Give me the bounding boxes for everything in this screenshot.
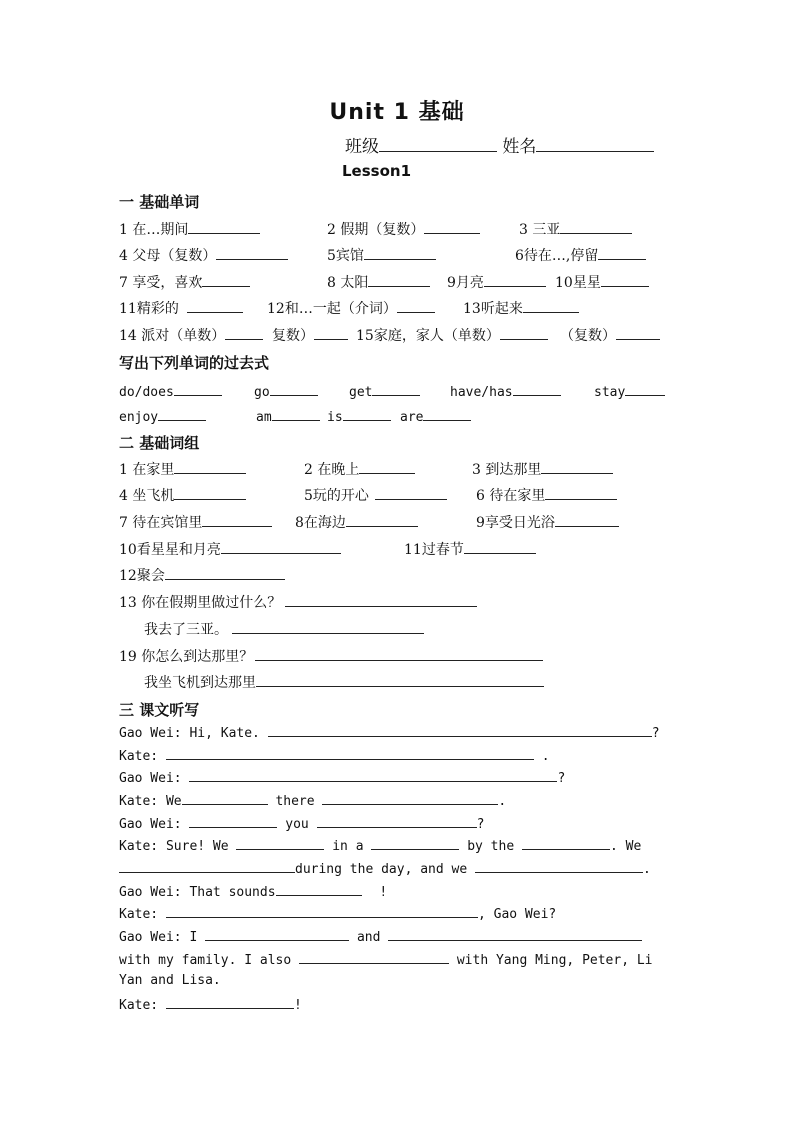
phrase-prompt: 9享受日光浴 xyxy=(476,515,555,531)
word-prompt: 13听起来 xyxy=(463,301,523,317)
dictation-text: We xyxy=(625,839,642,854)
phrase-blank[interactable] xyxy=(555,511,619,527)
phrase-item xyxy=(476,511,619,533)
word-blank[interactable] xyxy=(523,297,579,313)
word-row xyxy=(0,297,794,319)
word-blank[interactable] xyxy=(202,271,250,287)
word-blank[interactable] xyxy=(424,218,480,234)
phrase-blank[interactable] xyxy=(545,484,617,500)
phrase-item xyxy=(476,484,617,506)
phrase-item xyxy=(119,538,341,560)
dictation-line xyxy=(119,903,675,923)
answer-blank[interactable] xyxy=(232,618,424,634)
dictation-text: with my family. I also xyxy=(119,953,292,968)
phrase-prompt: 2 在晚上 xyxy=(304,462,360,478)
verb-prompt: go xyxy=(254,385,270,400)
phrase-item xyxy=(119,458,246,480)
dictation-blank[interactable] xyxy=(205,926,349,941)
word-prompt: 8 太阳 xyxy=(327,275,369,291)
phrase-blank[interactable] xyxy=(375,484,447,500)
answer-blank[interactable] xyxy=(255,645,543,661)
dictation-blank[interactable] xyxy=(522,835,610,850)
phrase-item xyxy=(119,564,285,586)
phrase-prompt: 7 待在宾馆里 xyxy=(119,515,203,531)
question-item xyxy=(144,618,424,640)
section-heading-words: 一 基础单词 xyxy=(119,193,200,211)
word-item xyxy=(555,271,649,293)
past-tense-row xyxy=(0,405,794,427)
verb-prompt: am xyxy=(256,410,272,425)
phrase-blank[interactable] xyxy=(202,511,272,527)
word-prompt: 5宾馆 xyxy=(327,248,364,264)
phrase-item xyxy=(119,511,272,533)
section-heading-past-tense: 写出下列单词的过去式 xyxy=(119,354,270,372)
dictation-text: in a xyxy=(332,839,364,854)
word-item xyxy=(519,218,632,240)
word-prompt: 2 假期（复数） xyxy=(327,222,425,238)
verb-blank[interactable] xyxy=(343,405,391,421)
question-item xyxy=(119,591,477,613)
dictation-text: Kate: xyxy=(119,907,159,922)
name-label: 姓名 xyxy=(502,137,537,157)
dictation-text: , Gao Wei? xyxy=(477,907,557,922)
verb-prompt: do/does xyxy=(119,385,174,400)
question-row xyxy=(0,645,794,667)
word-blank[interactable] xyxy=(364,244,436,260)
phrase-row xyxy=(0,511,794,533)
dictation-text: ? xyxy=(651,726,660,741)
phrase-blank[interactable] xyxy=(464,538,536,554)
verb-item xyxy=(254,380,318,402)
word-prompt: 10星星 xyxy=(555,275,601,291)
phrase-prompt: 6 待在家里 xyxy=(476,488,546,504)
dictation-line xyxy=(119,994,675,1014)
phrase-prompt: 1 在家里 xyxy=(119,462,175,478)
word-blank[interactable] xyxy=(188,218,260,234)
dictation-line xyxy=(119,813,675,833)
verb-blank[interactable] xyxy=(272,405,320,421)
word-prompt: 11精彩的 xyxy=(119,301,179,317)
verb-blank[interactable] xyxy=(423,405,471,421)
past-tense-row xyxy=(0,380,794,402)
word-row xyxy=(0,218,794,240)
dictation-text: Gao Wei: Hi, Kate. xyxy=(119,726,260,741)
dictation-line xyxy=(119,722,675,742)
verb-blank[interactable] xyxy=(174,380,222,396)
phrase-prompt: 5玩的开心 xyxy=(304,488,369,504)
dictation-text: Gao Wei: xyxy=(119,771,182,786)
page-title: Unit 1 基础 xyxy=(329,100,465,125)
phrase-blank[interactable] xyxy=(346,511,418,527)
dictation-text: and xyxy=(356,930,381,945)
word-prompt: 4 父母（复数） xyxy=(119,248,217,264)
dictation-text: . xyxy=(541,749,550,764)
dictation-blank[interactable] xyxy=(317,813,477,828)
word-item xyxy=(119,324,263,346)
dictation-text: you xyxy=(285,817,309,832)
word-prompt: 3 三亚 xyxy=(519,222,561,238)
phrase-prompt: 4 坐飞机 xyxy=(119,488,175,504)
dictation-text: ! xyxy=(293,998,302,1013)
class-blank[interactable] xyxy=(379,135,497,152)
word-item xyxy=(119,297,243,319)
word-item xyxy=(119,244,288,266)
phrase-item xyxy=(472,458,613,480)
word-item xyxy=(327,244,436,266)
phrase-row xyxy=(0,564,794,586)
word-prompt: 14 派对（单数） xyxy=(119,328,226,344)
word-prompt: 12和…一起（介词） xyxy=(267,301,397,317)
dictation-text: Gao Wei: That sounds xyxy=(119,885,276,900)
word-blank[interactable] xyxy=(560,218,632,234)
name-blank[interactable] xyxy=(536,135,654,152)
dictation-text: during the day, and we xyxy=(295,862,468,877)
dictation-text: . xyxy=(643,862,651,877)
question-row xyxy=(0,591,794,613)
word-item xyxy=(560,324,660,346)
phrase-row xyxy=(0,538,794,560)
word-item xyxy=(267,297,435,319)
question-row xyxy=(0,618,794,640)
verb-item xyxy=(119,405,206,427)
dictation-text: Kate: xyxy=(119,998,159,1013)
verb-blank[interactable] xyxy=(513,380,561,396)
word-item xyxy=(327,271,430,293)
phrase-row xyxy=(0,484,794,506)
verb-item xyxy=(327,405,391,427)
word-prompt: 15家庭，家人（单数） xyxy=(356,328,500,344)
dictation-blank[interactable] xyxy=(322,790,498,805)
question-row xyxy=(0,671,794,693)
phrase-prompt: 8在海边 xyxy=(295,515,346,531)
verb-prompt: is xyxy=(327,410,343,425)
phrase-item xyxy=(404,538,536,560)
dictation-blank[interactable] xyxy=(276,881,362,896)
word-item xyxy=(356,324,548,346)
word-blank[interactable] xyxy=(225,324,263,340)
word-blank[interactable] xyxy=(616,324,660,340)
question-prompt: 我坐飞机到达那里 xyxy=(144,675,256,691)
dictation-line xyxy=(119,767,675,787)
question-prompt: 19 你怎么到达那里？ xyxy=(119,649,254,665)
verb-item xyxy=(450,380,561,402)
dictation-line xyxy=(119,881,675,901)
dictation-blank[interactable] xyxy=(236,835,324,850)
phrase-item xyxy=(119,484,246,506)
dictation-line xyxy=(119,971,675,991)
phrase-prompt: 12聚会 xyxy=(119,568,165,584)
verb-blank[interactable] xyxy=(625,380,665,396)
dictation-text: Kate: xyxy=(119,749,159,764)
word-item xyxy=(447,271,546,293)
word-blank[interactable] xyxy=(216,244,288,260)
phrase-item xyxy=(304,484,447,506)
word-item xyxy=(515,244,646,266)
word-item xyxy=(119,218,260,240)
class-label: 班级 xyxy=(345,137,379,157)
dictation-blank[interactable] xyxy=(371,835,459,850)
verb-item xyxy=(594,380,665,402)
phrase-blank[interactable] xyxy=(174,458,246,474)
phrase-blank[interactable] xyxy=(541,458,613,474)
student-info-line xyxy=(345,132,654,157)
word-row xyxy=(0,244,794,266)
phrase-prompt: 3 到达那里 xyxy=(472,462,542,478)
dictation-blank[interactable] xyxy=(166,745,534,760)
dictation-blank[interactable] xyxy=(475,858,643,873)
word-blank[interactable] xyxy=(187,297,243,313)
phrase-prompt: 11过春节 xyxy=(404,542,464,558)
word-blank[interactable] xyxy=(484,271,546,287)
dictation-line xyxy=(119,790,675,810)
phrase-blank[interactable] xyxy=(174,484,246,500)
dictation-text: ? xyxy=(557,771,566,786)
answer-blank[interactable] xyxy=(256,671,544,687)
word-blank[interactable] xyxy=(598,244,646,260)
word-blank[interactable] xyxy=(500,324,548,340)
phrase-blank[interactable] xyxy=(359,458,415,474)
dictation-text: Yan and Lisa. xyxy=(119,973,221,988)
verb-prompt: have/has xyxy=(450,385,513,400)
verb-blank[interactable] xyxy=(372,380,420,396)
phrase-item xyxy=(304,458,415,480)
verb-item xyxy=(400,405,471,427)
phrase-item xyxy=(295,511,418,533)
verb-prompt: are xyxy=(400,410,424,425)
word-blank[interactable] xyxy=(601,271,649,287)
word-blank[interactable] xyxy=(397,297,435,313)
word-item xyxy=(119,271,250,293)
dictation-blank[interactable] xyxy=(189,813,277,828)
verb-prompt: get xyxy=(349,385,373,400)
dictation-line xyxy=(119,949,675,969)
dictation-line xyxy=(119,926,675,946)
dictation-line xyxy=(119,745,675,765)
dictation-text: Kate: We xyxy=(119,794,182,809)
dictation-text: ! xyxy=(379,885,388,900)
dictation-line xyxy=(119,858,675,878)
dictation-text: ? xyxy=(476,817,485,832)
verb-prompt: stay xyxy=(594,385,626,400)
phrase-row xyxy=(0,458,794,480)
word-prompt: 复数） xyxy=(272,328,314,344)
verb-blank[interactable] xyxy=(158,405,206,421)
dictation-blank[interactable] xyxy=(299,949,449,964)
lesson-label: Lesson1 xyxy=(342,162,412,180)
phrase-blank[interactable] xyxy=(165,564,285,580)
dictation-text: Gao Wei: I xyxy=(119,930,198,945)
phrase-blank[interactable] xyxy=(221,538,341,554)
dictation-blank[interactable] xyxy=(166,994,294,1009)
word-prompt: 9月亮 xyxy=(447,275,484,291)
word-item xyxy=(272,324,348,346)
dictation-text: Kate: Sure! We xyxy=(119,839,229,854)
section-heading-phrases: 二 基础词组 xyxy=(119,434,200,452)
word-item xyxy=(463,297,579,319)
question-prompt: 我去了三亚。 xyxy=(144,622,228,638)
dictation-text: . xyxy=(498,794,507,809)
dictation-blank[interactable] xyxy=(166,903,478,918)
word-row xyxy=(0,324,794,346)
dictation-text: there xyxy=(275,794,315,809)
dictation-blank[interactable] xyxy=(268,722,652,737)
word-item xyxy=(327,218,480,240)
question-item xyxy=(119,645,543,667)
word-prompt: （复数） xyxy=(560,328,616,344)
section-heading-dictation: 三 课文听写 xyxy=(119,701,200,719)
dictation-text: by the xyxy=(467,839,515,854)
answer-blank[interactable] xyxy=(285,591,477,607)
word-row xyxy=(0,271,794,293)
word-prompt: 7 享受，喜欢 xyxy=(119,275,203,291)
dictation-text: with Yang Ming, Peter, Li xyxy=(456,953,653,968)
word-prompt: 1 在…期间 xyxy=(119,222,189,238)
word-prompt: 6待在…,停留 xyxy=(515,248,599,264)
verb-prompt: enjoy xyxy=(119,410,159,425)
dictation-text: Gao Wei: xyxy=(119,817,182,832)
dictation-blank[interactable] xyxy=(182,790,268,805)
dictation-line xyxy=(119,835,675,855)
question-item xyxy=(144,671,544,693)
word-blank[interactable] xyxy=(314,324,348,340)
dictation-blank[interactable] xyxy=(189,767,557,782)
dictation-text: . xyxy=(610,839,618,854)
dictation-blank[interactable] xyxy=(388,926,642,941)
question-prompt: 13 你在假期里做过什么？ xyxy=(119,595,282,611)
verb-item xyxy=(119,380,222,402)
phrase-prompt: 10看星星和月亮 xyxy=(119,542,221,558)
verb-item xyxy=(256,405,320,427)
verb-item xyxy=(349,380,420,402)
dictation-blank[interactable] xyxy=(119,858,295,873)
word-blank[interactable] xyxy=(368,271,430,287)
verb-blank[interactable] xyxy=(270,380,318,396)
